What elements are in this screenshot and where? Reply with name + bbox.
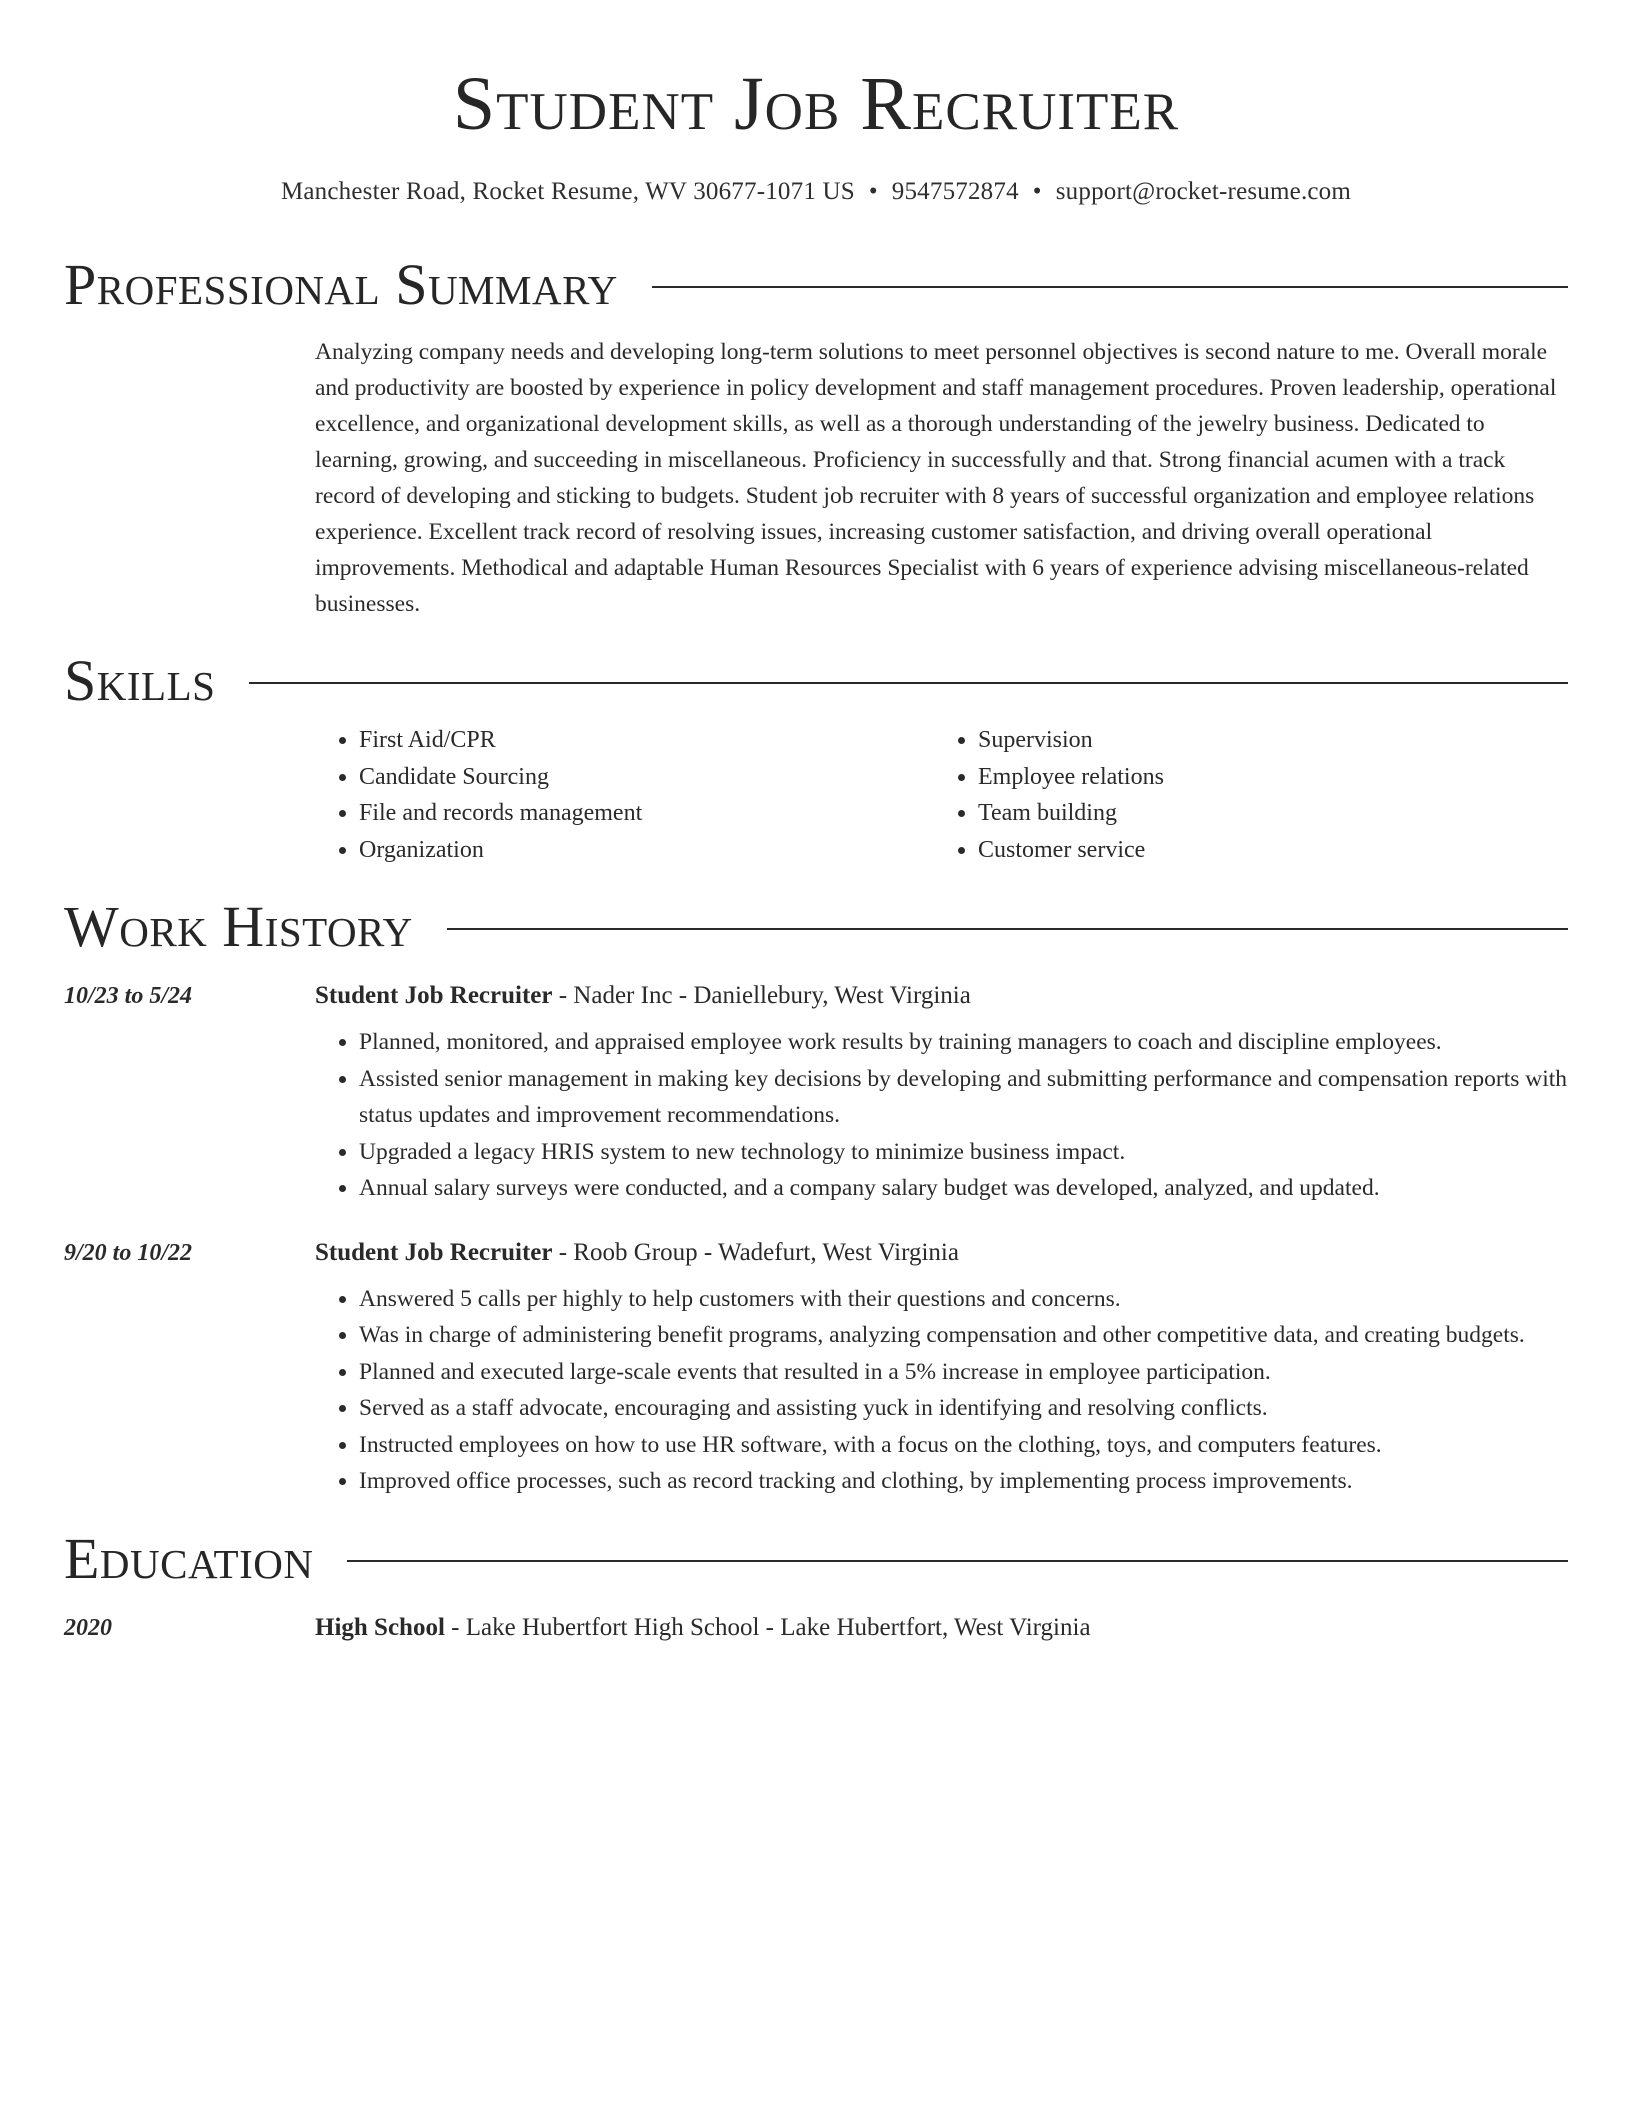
job-bullet: • Answered 5 calls per highly to help customers with their questions and concerns. xyxy=(359,1281,1568,1318)
summary-text: Analyzing company needs and developing long-term solutions to meet personnel objectives is second nature to me. Overall morale and productivity are boosted by experience in policy development and staff management procedures. Proven leadership, operational excellence, and organizational development skills, as well as a thorough understanding of the jewelry business. Dedicated to learning, growing, and succeeding in miscellaneous. Proficiency in successfully and that. Strong financial acumen with a track record of developing and sticking to budgets. Student job recruiter with 8 years of successful organization and employee relations experience. Excellent track record of resolving issues, increasing customer satisfaction, and driving overall operational improvements. Methodical and adaptable Human Resources Specialist with 6 years of experience advising miscellaneous-related businesses. xyxy=(315,339,1557,617)
resume-page xyxy=(64,0,1568,1642)
candidate-name: Student Job Recruiter xyxy=(452,62,1180,146)
job-title-line xyxy=(315,982,971,1010)
job-header xyxy=(64,982,1568,1010)
job-entry xyxy=(64,1239,1568,1500)
separator-dot: • xyxy=(1032,178,1042,205)
job-bullet: • Instructed employees on how to use HR software, with a focus on the clothing, toys, and computers features. xyxy=(359,1427,1568,1464)
education-degree: High School xyxy=(315,1613,445,1641)
section-divider xyxy=(249,682,1568,684)
section-divider xyxy=(447,928,1568,930)
job-title-line xyxy=(315,1239,959,1267)
education-section-header xyxy=(64,1525,1568,1591)
summary-section-header xyxy=(64,252,1568,317)
education-school: - Lake Hubertfort High School - Lake Hubertfort, West Virginia xyxy=(444,1613,1091,1641)
job-role: Student Job Recruiter xyxy=(315,982,553,1009)
job-bullet: • Improved office processes, such as record tracking and clothing, by implementing process improvements. xyxy=(359,1463,1568,1500)
contact-line xyxy=(64,178,1568,206)
job-entry xyxy=(64,982,1568,1207)
email: support@rocket-resume.com xyxy=(1055,178,1352,205)
job-bullet: • Upgraded a legacy HRIS system to new technology to minimize business impact. xyxy=(359,1134,1568,1171)
skill-item: • Customer service xyxy=(978,832,1553,869)
job-role: Student Job Recruiter xyxy=(315,1238,553,1266)
education-title: Education xyxy=(64,1525,314,1591)
job-bullet: • Planned, monitored, and appraised employee work results by training managers to coach and discipline employees. xyxy=(359,1024,1568,1061)
job-bullet: • Was in charge of administering benefit programs, analyzing compensation and other competitive data, and creating budgets. xyxy=(359,1317,1568,1354)
skill-item: • Supervision xyxy=(978,722,1553,759)
job-bullet: • Assisted senior management in making key decisions by developing and submitting performance and compensation reports with status updates and improvement recommendations. xyxy=(359,1061,1568,1134)
job-bullet: • Planned and executed large-scale events that resulted in a 5% increase in employee participation. xyxy=(359,1354,1568,1391)
job-header xyxy=(64,1239,1568,1267)
job-bullets xyxy=(315,1281,1568,1500)
section-divider xyxy=(652,286,1568,288)
education-year: 2020 xyxy=(64,1614,112,1641)
separator-dot: • xyxy=(868,178,878,205)
summary-title: Professional Summary xyxy=(64,252,618,317)
skills-list xyxy=(315,722,1568,868)
skill-item: • Employee relations xyxy=(978,759,1553,796)
work-title: Work History xyxy=(64,894,413,959)
skill-item: • First Aid/CPR xyxy=(359,722,934,759)
skills-column-right xyxy=(934,722,1553,868)
work-section-header xyxy=(64,894,1568,959)
job-bullet: • Served as a staff advocate, encouraging and assisting yuck in identifying and resolving conflicts. xyxy=(359,1390,1568,1427)
education-entry xyxy=(64,1614,1568,1642)
job-dates: 10/23 to 5/24 xyxy=(64,983,193,1009)
skill-item: • Organization xyxy=(359,832,934,869)
education-line xyxy=(315,1614,1091,1642)
job-bullets xyxy=(315,1024,1568,1207)
job-dates: 9/20 to 10/22 xyxy=(64,1239,193,1266)
skill-item: • File and records management xyxy=(359,795,934,832)
phone: 9547572874 xyxy=(891,178,1019,205)
skill-item: • Team building xyxy=(978,795,1553,832)
skills-title: Skills xyxy=(64,648,216,713)
job-bullet: • Annual salary surveys were conducted, and a company salary budget was developed, analyzed, and updated. xyxy=(359,1170,1568,1207)
address: Manchester Road, Rocket Resume, WV 30677-1071 US xyxy=(280,178,855,205)
job-employer: - Nader Inc - Daniellebury, West Virginia xyxy=(552,982,971,1009)
skills-section-header xyxy=(64,648,1568,713)
section-divider xyxy=(347,1560,1568,1562)
skills-column-left xyxy=(315,722,934,868)
skill-item: • Candidate Sourcing xyxy=(359,759,934,796)
job-employer: - Roob Group - Wadefurt, West Virginia xyxy=(552,1238,959,1266)
